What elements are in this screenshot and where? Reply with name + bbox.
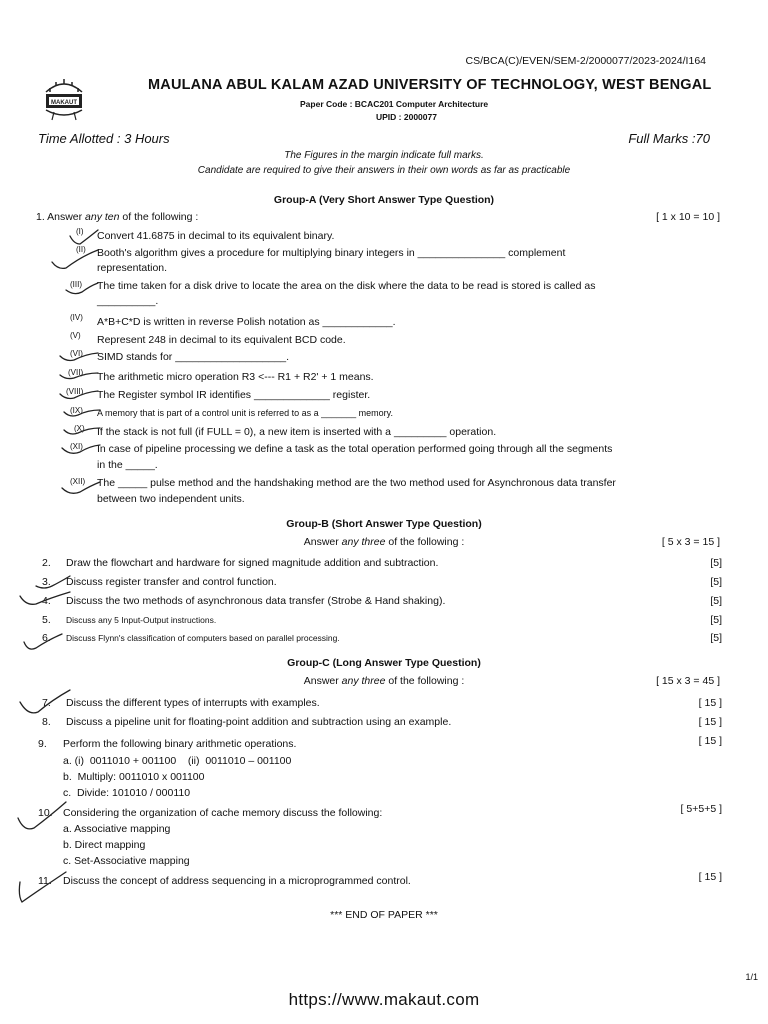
question-marks: [5] (710, 595, 722, 607)
paper-reference-code: CS/BCA(C)/EVEN/SEM-2/2000077/2023-2024/I164 (465, 55, 706, 67)
item-number: (III) (70, 280, 82, 289)
list-item: Convert 41.6875 in decimal to its equivalent binary. (97, 230, 335, 242)
list-item: The Register symbol IR identifies _____________ register. (97, 389, 371, 401)
item-number: (XII) (70, 477, 86, 486)
question-number: 3. (42, 576, 51, 588)
item-number: (I) (76, 227, 84, 236)
question-text: Draw the flowchart and hardware for signed magnitude addition and subtraction. (66, 557, 439, 569)
list-item: A*B+C*D is written in reverse Polish notation as ____________. (97, 316, 396, 328)
list-item: The _____ pulse method and the handshaking method are the two method used for Asynchronous data transfer (97, 477, 616, 489)
sub-question: c. Divide: 101010 / 000110 (63, 787, 191, 799)
question-text: Discuss the concept of address sequencing in a microprogrammed control. (63, 875, 411, 887)
item-number: (IV) (70, 313, 83, 322)
list-item: If the stack is not full (if FULL = 0), a new item is inserted with a _________ operation. (97, 426, 497, 438)
full-marks: Full Marks :70 (628, 131, 710, 146)
list-item-continuation: in the _____. (97, 459, 158, 471)
end-of-paper: *** END OF PAPER *** (330, 909, 438, 921)
list-item-continuation: between two independent units. (97, 493, 245, 505)
question-number: 9. (38, 738, 47, 750)
list-item: The time taken for a disk drive to locate the area on the disk where the data to be read is stored is called as (97, 280, 596, 292)
question-marks: [ 15 ] (698, 716, 722, 728)
group-c-marks: [ 15 x 3 = 45 ] (656, 675, 720, 687)
item-number: (VIII) (66, 387, 84, 396)
instruction-line: The Figures in the margin indicate full marks. (284, 150, 484, 161)
question-number: 10. (38, 807, 53, 819)
question-marks: [5] (710, 576, 722, 588)
question-number: 6. (42, 632, 51, 644)
upid: UPID : 2000077 (376, 112, 437, 122)
sub-question: a. (i) 0011010 + 001100 (ii) 0011010 – 001100 (63, 755, 292, 767)
university-logo (40, 76, 88, 126)
list-item: Represent 248 in decimal to its equivalent BCD code. (97, 334, 346, 346)
item-number: (VII) (68, 368, 84, 377)
item-number: (XI) (70, 442, 83, 451)
item-number: (X) (74, 424, 85, 433)
page-number: 1/1 (745, 972, 758, 982)
question-text: Discuss register transfer and control function. (66, 576, 277, 588)
item-number: (IX) (70, 406, 83, 415)
question-number: 4. (42, 595, 51, 607)
list-item: SIMD stands for ___________________. (97, 351, 290, 363)
item-number: (II) (76, 245, 86, 254)
group-b-instruction: Answer any three of the following : (303, 536, 465, 548)
list-item: The arithmetic micro operation R3 <--- R1 + R2' + 1 means. (97, 371, 374, 383)
group-b-marks: [ 5 x 3 = 15 ] (661, 536, 720, 548)
question-marks: [ 15 ] (698, 697, 722, 709)
paper-code: Paper Code : BCAC201 Computer Architecture (300, 99, 489, 109)
list-item: Booth's algorithm gives a procedure for multiplying binary integers in _______________ complement (97, 247, 566, 259)
question-text: Discuss any 5 Input-Output instructions. (66, 615, 217, 625)
question-number: 8. (42, 716, 51, 728)
question-number: 7. (42, 697, 51, 709)
question-marks: [ 5+5+5 ] (680, 803, 722, 815)
question-marks: [5] (710, 614, 722, 626)
question-number: 11. (38, 875, 52, 887)
question-text: Discuss Flynn's classification of computers based on parallel processing. (66, 633, 340, 643)
question-text: Discuss the different types of interrupts with examples. (66, 697, 320, 709)
footer-url: https://www.makaut.com (288, 990, 480, 1009)
question-text: Discuss a pipeline unit for floating-point addition and subtraction using an example. (66, 716, 452, 728)
question-marks: [ 15 ] (698, 871, 722, 883)
university-name: MAULANA ABUL KALAM AZAD UNIVERSITY OF TECHNOLOGY, WEST BENGAL (148, 77, 712, 93)
group-c-instruction: Answer any three of the following : (303, 675, 465, 687)
question-text: Discuss the two methods of asynchronous data transfer (Strobe & Hand shaking). (66, 595, 446, 607)
group-a-marks: [ 1 x 10 = 10 ] (656, 211, 720, 223)
question-number: 5. (42, 614, 51, 626)
group-b-title: Group-B (Short Answer Type Question) (286, 518, 482, 530)
sub-question: c. Set-Associative mapping (63, 855, 190, 867)
question-marks: [5] (710, 632, 722, 644)
item-number: (VI) (70, 349, 83, 358)
group-c-title: Group-C (Long Answer Type Question) (287, 657, 481, 669)
question-text: Considering the organization of cache memory discuss the following: (63, 807, 383, 819)
sub-question: b. Direct mapping (63, 839, 146, 851)
list-item-continuation: representation. (97, 262, 168, 274)
group-a-question: 1. Answer any ten of the following : (36, 211, 199, 223)
list-item: A memory that is part of a control unit is referred to as a _______ memory. (97, 408, 393, 418)
group-a-title: Group-A (Very Short Answer Type Question) (273, 194, 495, 206)
question-marks: [ 15 ] (698, 735, 722, 747)
list-item-continuation: __________. (97, 295, 159, 307)
question-number: 2. (42, 557, 51, 569)
logo-text: MAKAUT (51, 100, 77, 106)
question-text: Perform the following binary arithmetic operations. (63, 738, 297, 750)
instruction-line: Candidate are required to give their answers in their own words as far as practicable (197, 165, 571, 176)
time-allotted: Time Allotted : 3 Hours (38, 131, 170, 146)
question-marks: [5] (710, 557, 722, 569)
item-number: (V) (70, 331, 81, 340)
sub-question: b. Multiply: 0011010 x 001100 (63, 771, 205, 783)
list-item: In case of pipeline processing we define a task as the total operation performed going through all the segments (97, 443, 613, 455)
sub-question: a. Associative mapping (63, 823, 171, 835)
